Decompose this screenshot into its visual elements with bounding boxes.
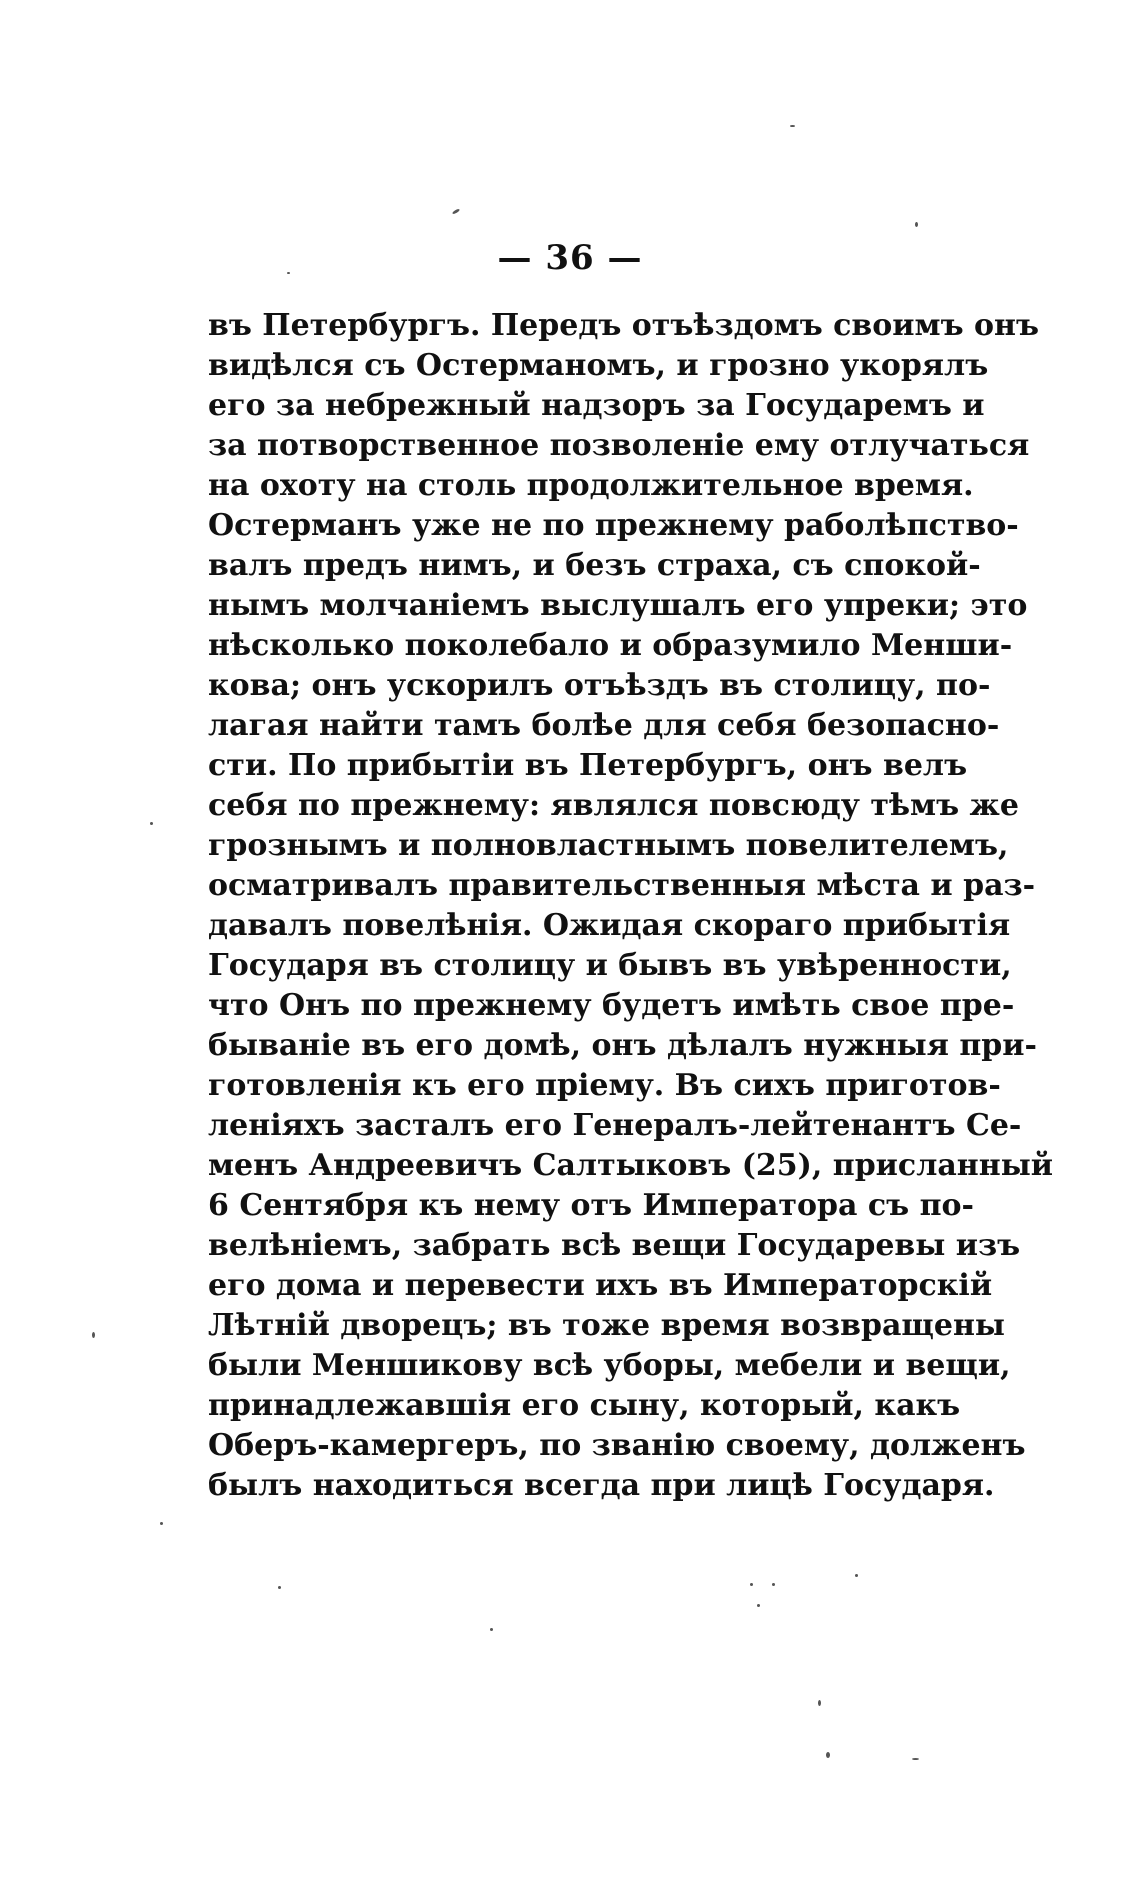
text-line: Остерманъ уже не по прежнему раболѣпство- xyxy=(208,508,1019,543)
scan-speck xyxy=(452,208,460,215)
text-line: осматривалъ правительственныя мѣста и раз- xyxy=(208,868,1036,903)
scan-speck xyxy=(772,1583,775,1586)
text-line: сти. По прибытіи въ Петербургъ, онъ велъ xyxy=(208,748,968,783)
scan-speck xyxy=(790,125,795,127)
text-line: Государя въ столицу и бывъ въ увѣренности, xyxy=(208,948,1012,983)
text-line: за потворственное позволеніе ему отлучаться xyxy=(208,428,1030,463)
text-line: 6 Сентября къ нему отъ Императора съ по- xyxy=(208,1188,974,1223)
text-line: Оберъ-камергеръ, по званію своему, долженъ xyxy=(208,1428,1026,1463)
text-line: что Онъ по прежнему будетъ имѣть свое пре- xyxy=(208,988,1015,1023)
scan-speck xyxy=(490,1628,493,1631)
scan-speck xyxy=(912,1758,919,1760)
text-line: нѣсколько поколебало и образумило Менши- xyxy=(208,628,1013,663)
text-line: видѣлся съ Остерманомъ, и грозно укорялъ xyxy=(208,348,989,383)
text-line: валъ предъ нимъ, и безъ страха, съ спокой- xyxy=(208,548,981,583)
text-line: давалъ повелѣнія. Ожидая скораго прибытія xyxy=(208,908,1011,943)
scan-speck xyxy=(915,222,918,227)
scan-speck xyxy=(818,1700,821,1706)
scan-speck xyxy=(757,1604,760,1607)
text-line: леніяхъ засталъ его Генералъ-лейтенантъ Се- xyxy=(208,1108,1022,1143)
text-line: его за небрежный надзоръ за Государемъ и xyxy=(208,388,985,423)
text-line: нымъ молчаніемъ выслушалъ его упреки; это xyxy=(208,588,1028,623)
text-line: готовленія къ его пріему. Въ сихъ приготов- xyxy=(208,1068,1001,1103)
text-line: велѣніемъ, забрать всѣ вещи Государевы изъ xyxy=(208,1228,1021,1263)
text-line: Лѣтній дворецъ; въ тоже время возвращены xyxy=(208,1308,1006,1343)
scan-speck xyxy=(826,1752,830,1758)
body-text xyxy=(208,306,1054,1506)
text-line: былъ находиться всегда при лицѣ Государя. xyxy=(208,1468,995,1503)
text-line: въ Петербургъ. Передъ отъѣздомъ своимъ онъ xyxy=(208,308,1040,343)
text-line: лагая найти тамъ болѣе для себя безопасно- xyxy=(208,708,1000,743)
text-line: его дома и перевести ихъ въ Императорскій xyxy=(208,1268,993,1303)
text-line: кова; онъ ускорилъ отъѣздъ въ столицу, по- xyxy=(208,668,991,703)
text-line: себя по прежнему: являлся повсюду тѣмъ же xyxy=(208,788,1019,823)
scan-speck xyxy=(150,822,153,825)
scan-speck xyxy=(278,1586,281,1589)
text-line: менъ Андреевичъ Салтыковъ (25), присланный xyxy=(208,1148,1054,1183)
scan-speck xyxy=(855,1574,858,1577)
text-line: принадлежавшія его сыну, который, какъ xyxy=(208,1388,961,1423)
scan-speck xyxy=(750,1583,753,1586)
scan-speck xyxy=(92,1332,95,1338)
text-line: грознымъ и полновластнымъ повелителемъ, xyxy=(208,828,1009,863)
scan-speck xyxy=(287,272,290,274)
text-line: были Меншикову всѣ уборы, мебели и вещи, xyxy=(208,1348,1011,1383)
text-line: бываніе въ его домѣ, онъ дѣлалъ нужныя при- xyxy=(208,1028,1037,1063)
scan-speck xyxy=(160,1522,163,1525)
page-number: — 36 — xyxy=(497,238,643,278)
text-line: на охоту на столь продолжительное время. xyxy=(208,468,974,503)
